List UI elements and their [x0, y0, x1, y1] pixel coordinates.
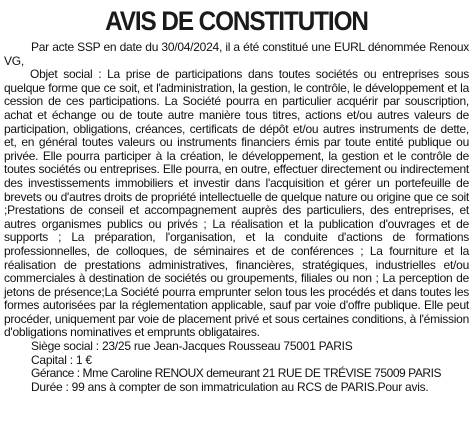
intro-paragraph: Par acte SSP en date du 30/04/2024, il a été constitué une EURL dénommée Renoux VG, — [4, 40, 469, 68]
duree-line: Durée : 99 ans à compter de son immatriculation au RCS de PARIS.Pour avis. — [31, 379, 429, 394]
siege-social-line: Siège social : 23/25 rue Jean-Jacques Rousseau 75001 PARIS — [31, 339, 353, 354]
object-paragraph: Objet social : La prise de participations dans toutes sociétés ou entreprises sous quelque forme que ce soit, et l'administration, la gestion, le contrôle, le développement et la cession de ces participations. La Société pourra en particulier acquérir par souscription, achat et échange ou de toute autre manière tous titres, actions et/ou autres valeurs de participation, obligations, créances, certificats de dépôt et/ou autres instruments de dette, et, en général toutes valeurs ou instruments financiers émis par toute entité publique ou privée. Elle pourra participer à la création, le développement, la gestion et le contrôle de toutes sociétés ou entreprises. Elle pourra, en outre, effectuer directement ou indirectement des investissements immobiliers et investir dans l'acquisition et gérer un portefeuille de brevets ou d'autres droits de propriété intellectuelle de quelque nature ou origine que ce soit ;Prestations de conseil et accompagnement auprès des particuliers, des entreprises, et autres organismes publics ou privés ; La réalisation et la publication d'ouvrages et de supports ; La préparation, l'organisation, et la conduite d'actions de formations professionnelles, de colloques, de séminaires et de conférences ; La fourniture et la réalisation de prestations administratives, financières, stratégiques, industrielles et/ou commerciales à destination de sociétés ou groupements, filiales ou non ; La perception de jetons de présence;La Société pourra emprunter selon tous les procédés et dans toutes les formes autorisées par la réglementation applicable, sauf par voie d'offre publique. Elle peut procéder, uniquement par voie de placement privé et sous certaines conditions, à l'émission d'obligations nominatives et emprunts obligataires. — [4, 67, 469, 340]
notice-body — [4, 41, 469, 394]
gerance-line: Gérance : Mme Caroline RENOUX demeurant 21 RUE DE TRÉVISE 75009 PARIS — [31, 366, 442, 381]
notice-title: AVIS DE CONSTITUTION — [105, 6, 368, 36]
capital-line: Capital : 1 € — [31, 352, 92, 367]
